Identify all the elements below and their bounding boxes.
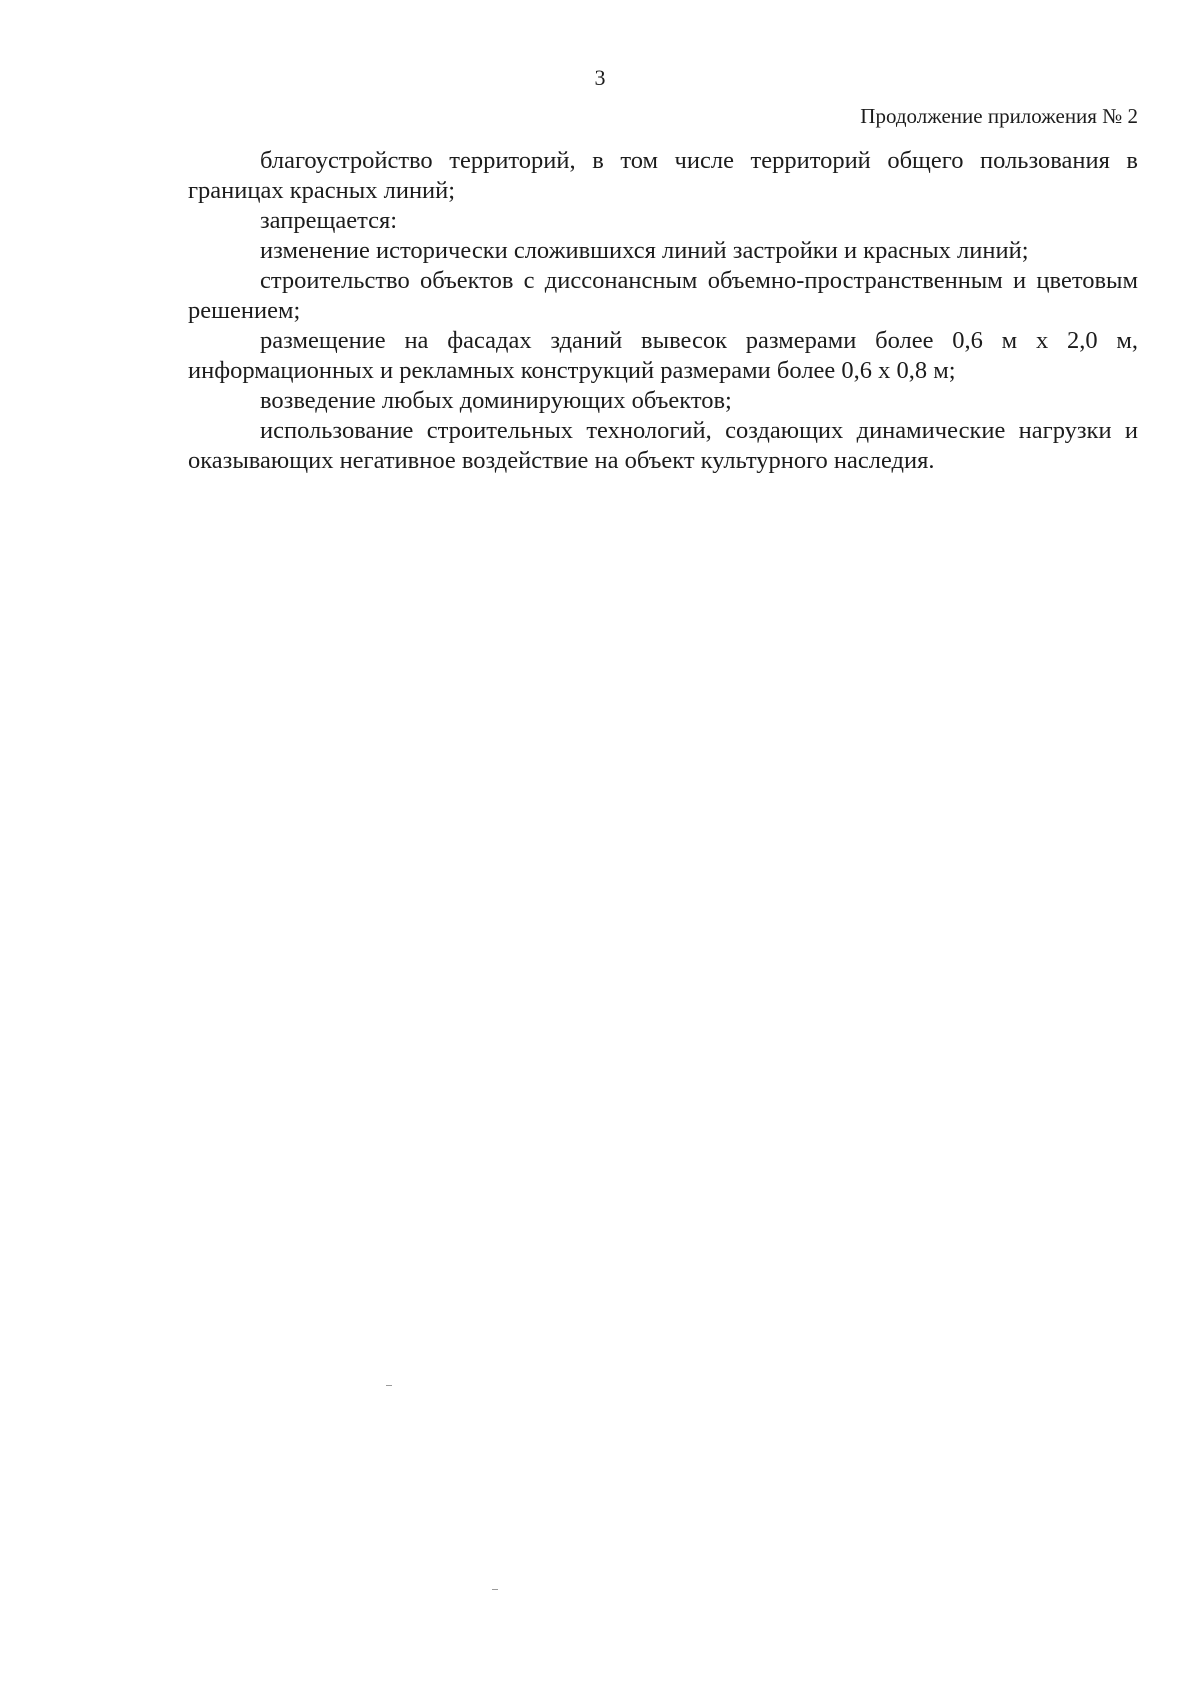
- paragraph-construction-technologies: использование строительных технологий, создающих динамические нагрузки и оказывающих негативное воздействие на объект культурного наследия.: [188, 417, 1138, 474]
- paragraph-prohibited-heading: запрещается:: [260, 207, 398, 234]
- paragraph-dissonant-construction: строительство объектов с диссонансным объемно-пространственным и цветовым решением;: [188, 267, 1138, 324]
- scan-speck: [386, 1385, 392, 1386]
- paragraph-dominant-objects: возведение любых доминирующих объектов;: [260, 387, 732, 414]
- appendix-continuation-note: Продолжение приложения № 2: [860, 104, 1138, 128]
- scan-speck: [492, 1589, 498, 1590]
- paragraph-signage-limits: размещение на фасадах зданий вывесок размерами более 0,6 м х 2,0 м, информационных и рекламных конструкций размерами более 0,6 х 0,8 м;: [188, 327, 1138, 384]
- paragraph-landscaping: благоустройство территорий, в том числе территорий общего пользования в границах красных линий;: [188, 147, 1138, 204]
- page-number: 3: [594, 65, 606, 90]
- document-body: [188, 146, 1138, 476]
- paragraph-building-lines: изменение исторически сложившихся линий застройки и красных линий;: [260, 237, 1029, 264]
